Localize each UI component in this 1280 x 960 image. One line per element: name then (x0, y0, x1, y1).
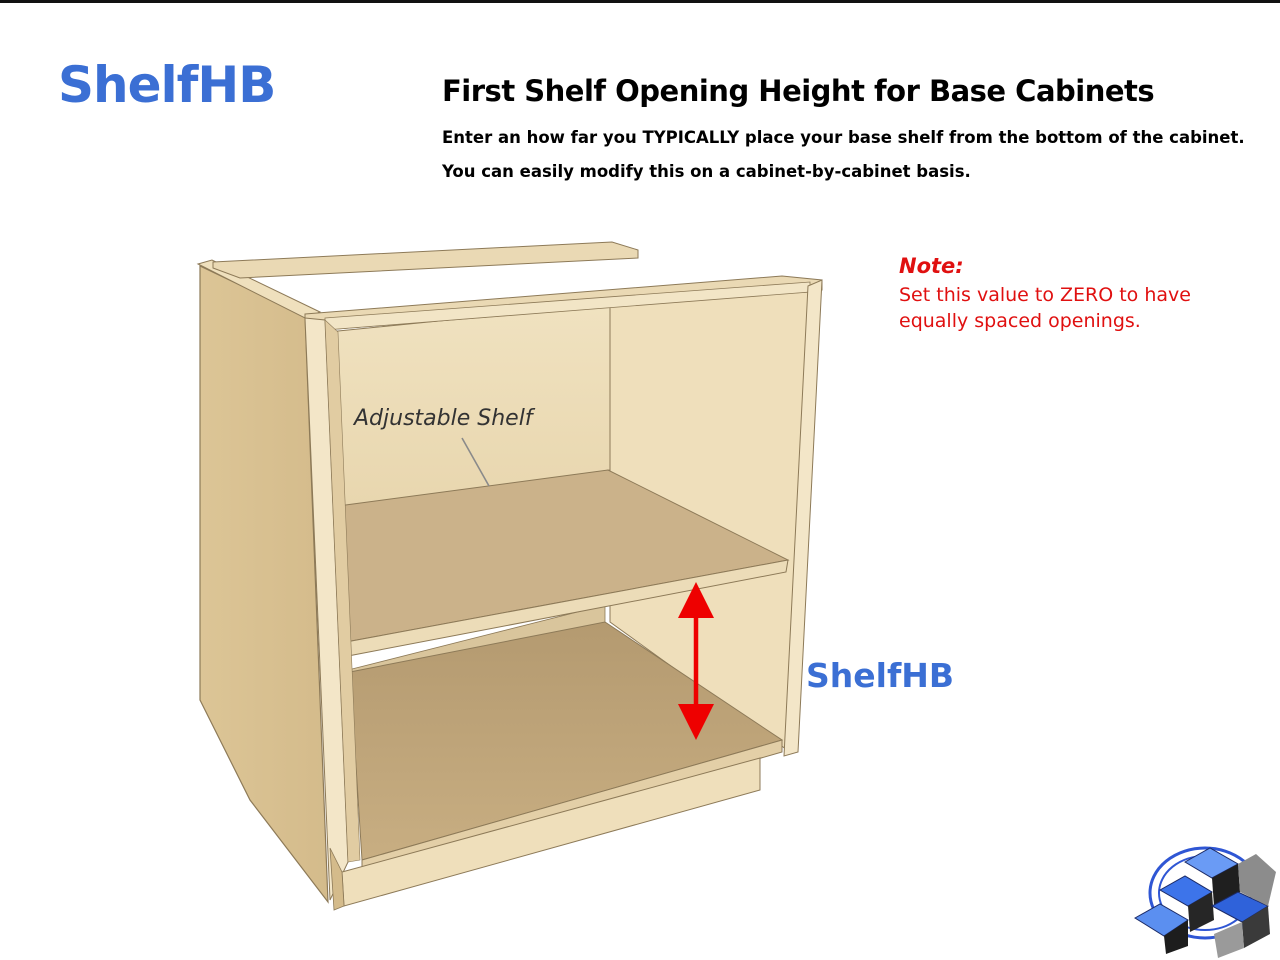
adjustable-shelf-label: Adjustable Shelf (354, 406, 533, 431)
description-line-1: Enter an how far you TYPICALLY place your base shelf from the bottom of the cabinet. (442, 128, 1245, 147)
brand-title: ShelfHB (58, 56, 276, 114)
description-line-2: You can easily modify this on a cabinet-by-cabinet basis. (442, 162, 971, 181)
cube-stack-logo-icon (1135, 848, 1276, 958)
note-text: Set this value to ZERO to have equally spaced openings. (899, 284, 1191, 332)
back-stretcher (213, 242, 638, 278)
dimension-label: ShelfHB (806, 656, 955, 695)
page-title: First Shelf Opening Height for Base Cabinets (442, 74, 1155, 108)
note-title: Note: (899, 254, 964, 278)
